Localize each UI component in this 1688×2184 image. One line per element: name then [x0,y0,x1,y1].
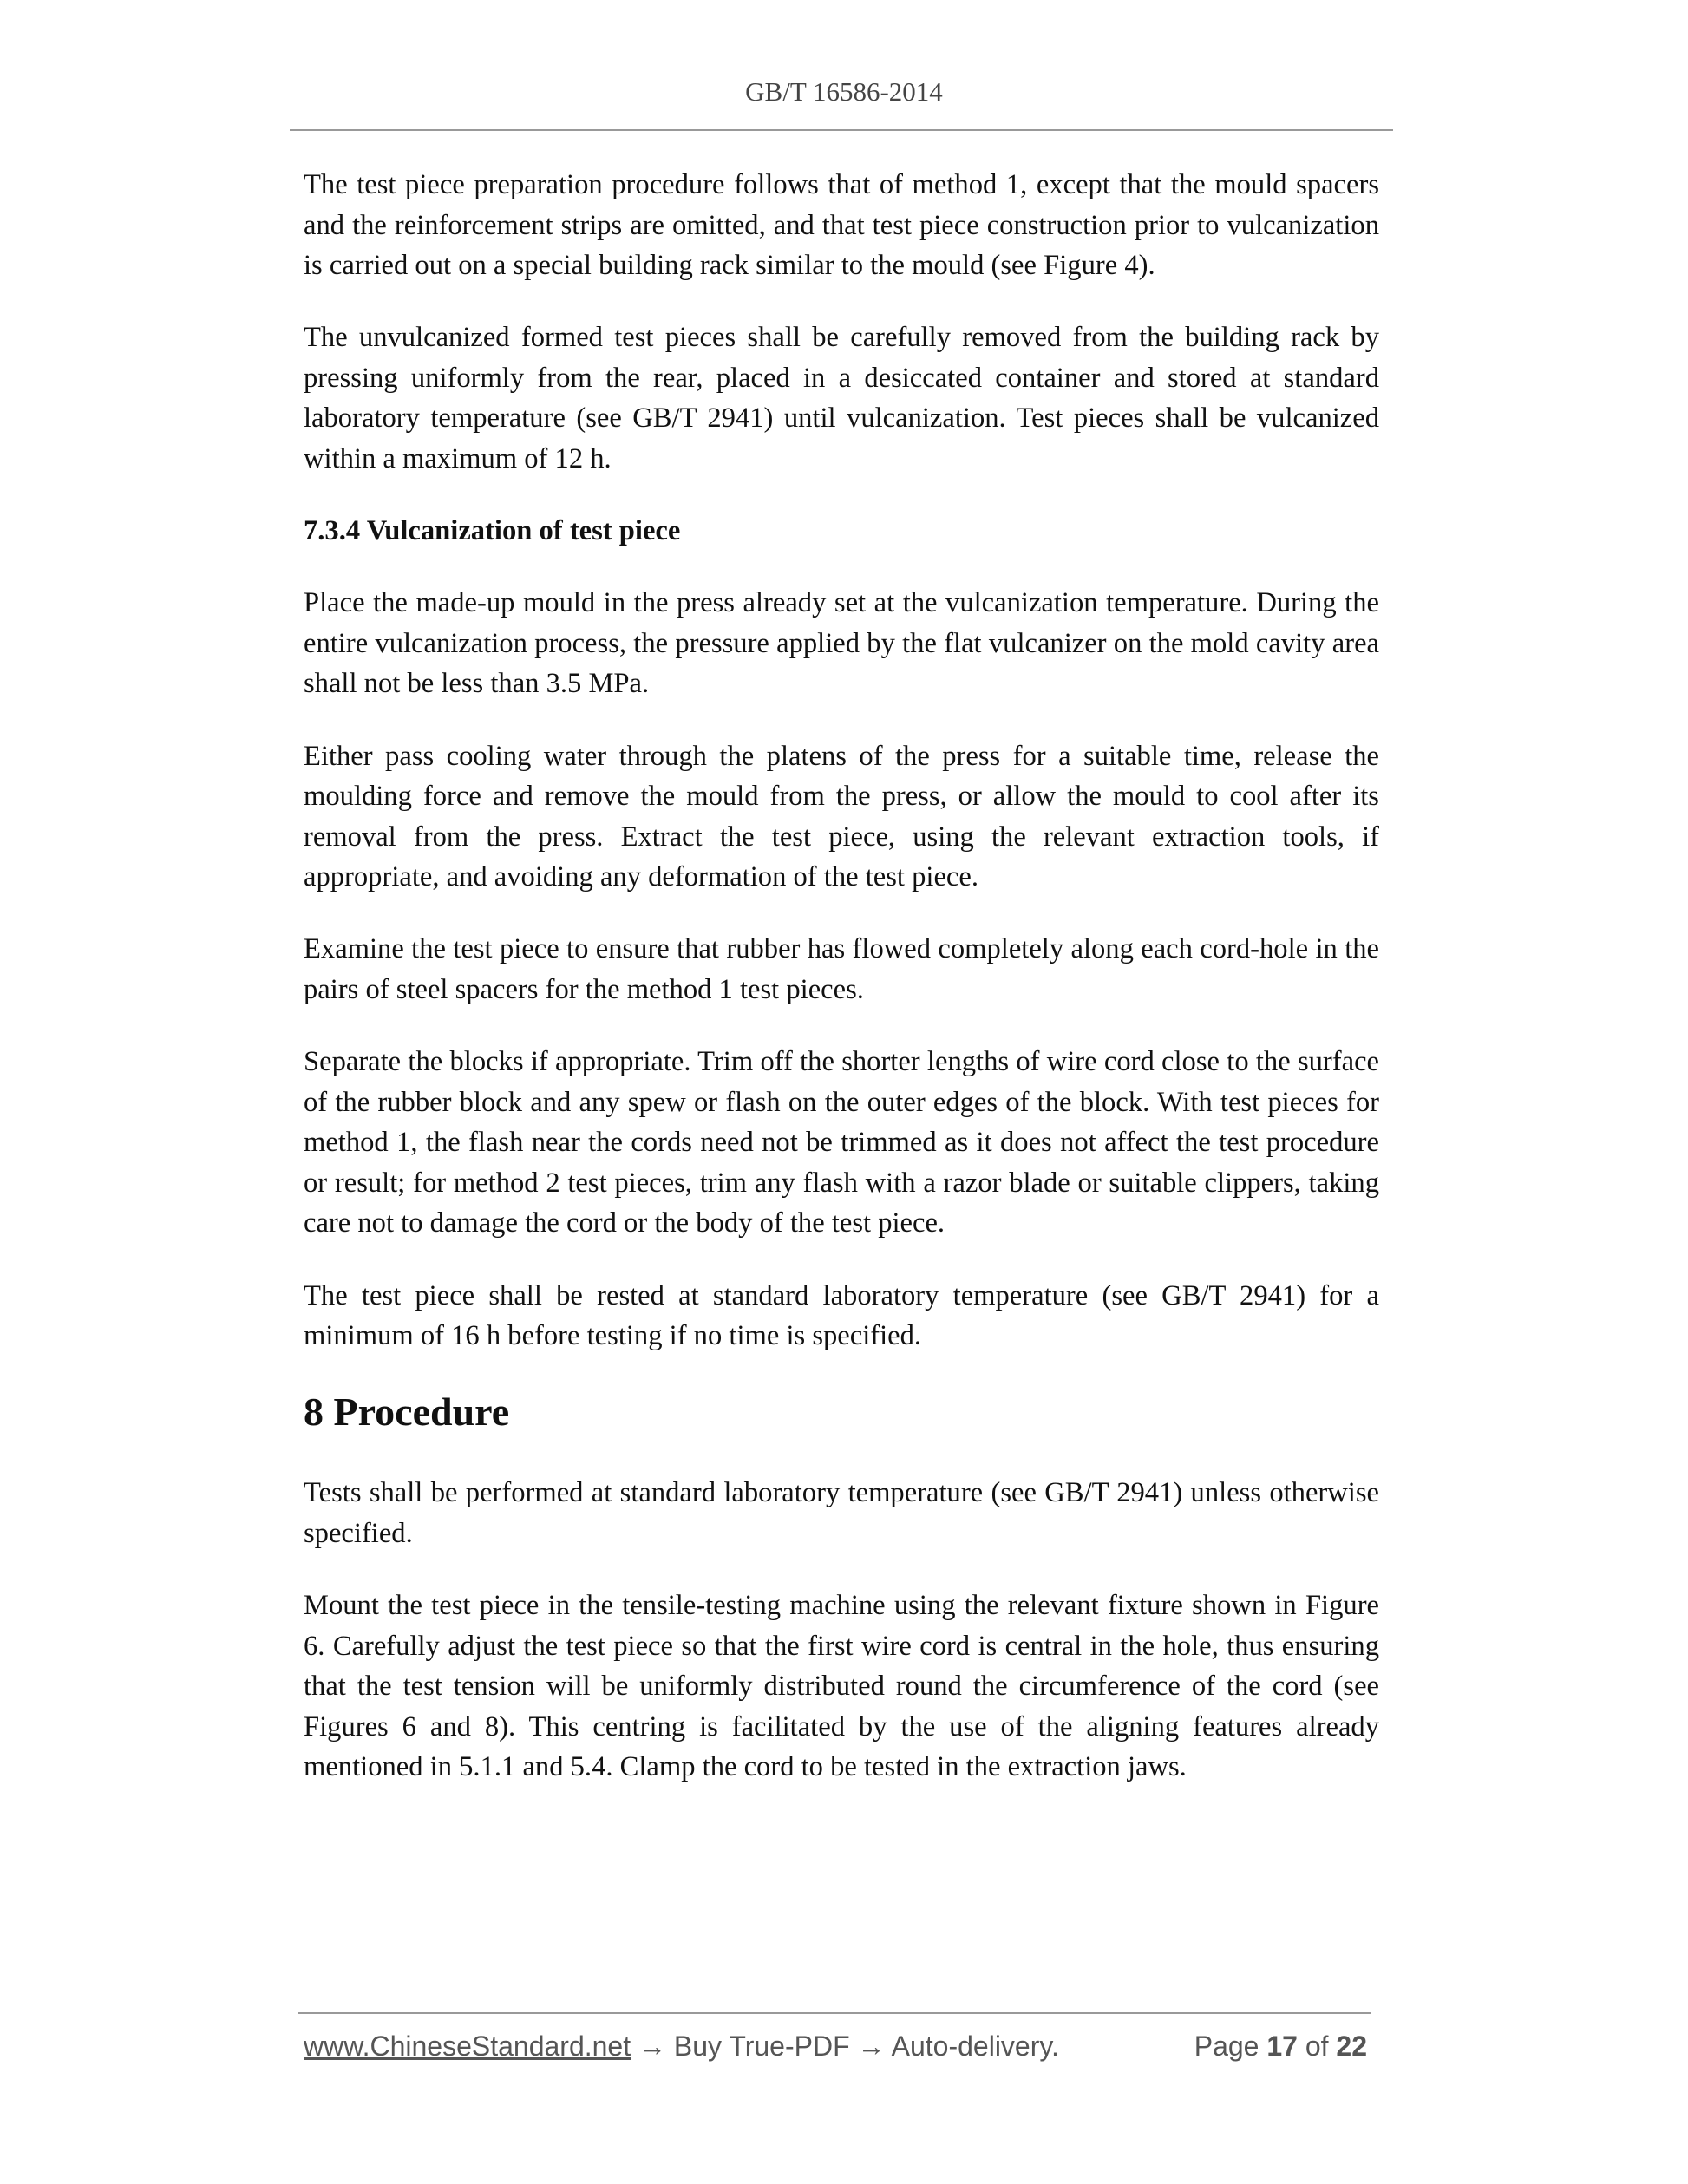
paragraph: Examine the test piece to ensure that rubber has flowed completely along each cord-hole in the pairs of steel spacers for the method 1 test pieces. [304,933,1379,1005]
total-pages: 22 [1336,2030,1367,2062]
document-header: GB/T 16586-2014 [745,76,943,107]
document-body [304,165,1379,1819]
footer-promo [304,2030,1059,2063]
paragraph: The unvulcanized formed test pieces shall be carefully removed from the building rack by pressing uniformly from the rear, placed in a desiccated container and stored at standard laboratory temperature (see GB/T 2941) until vulcanization. Test pieces shall be vulcanized within a maximum of 12 h. [304,322,1379,475]
page-number [1194,2030,1367,2063]
of-label: of [1297,2030,1337,2062]
paragraph: Place the made-up mould in the press already set at the vulcanization temperature. During the entire vulcanization process, the pressure applied by the flat vulcanizer on the mold cavity area shall not be less than 3.5 MPa. [304,587,1379,700]
promo-text: → Buy True-PDF → Auto-delivery. [631,2030,1059,2062]
section-heading-8: 8 Procedure [304,1390,510,1435]
footer-divider [298,2012,1371,2014]
paragraph: The test piece preparation procedure follows that of method 1, except that the mould spacers and the reinforcement strips are omitted, and that test piece construction prior to vulcanization is carried out on a special building rack similar to the mould (see Figure 4). [304,169,1379,282]
paragraph: Tests shall be performed at standard laboratory temperature (see GB/T 2941) unless otherwise specified. [304,1477,1379,1549]
paragraph: Separate the blocks if appropriate. Trim off the shorter lengths of wire cord close to the surface of the rubber block and any spew or flash on the outer edges of the block. With test pieces for method 1, the flash near the cords need not be trimmed as it does not affect the test procedure or result; for method 2 test pieces, trim any flash with a razor blade or suitable clippers, taking care not to damage the cord or the body of the test piece. [304,1046,1379,1239]
page-footer [304,2030,1367,2063]
section-heading-7-3-4: 7.3.4 Vulcanization of test piece [304,515,681,547]
page-label: Page [1194,2030,1267,2062]
current-page: 17 [1266,2030,1298,2062]
paragraph: Mount the test piece in the tensile-testing machine using the relevant fixture shown in Figure 6. Carefully adjust the test piece so that the first wire cord is central in the hole, thus ensuring that the test tension will be uniformly distributed round the circumference of the cord (see Figures 6 and 8). This centring is facilitated by the use of the aligning features already mentioned in 5.1.1 and 5.4. Clamp the cord to be tested in the extraction jaws. [304,1589,1379,1783]
paragraph: Either pass cooling water through the platens of the press for a suitable time, release the moulding force and remove the mould from the press, or allow the mould to cool after its removal from the press. Extract the test piece, using the relevant extraction tools, if appropriate, and avoiding any deformation of the test piece. [304,740,1379,893]
header-divider [290,129,1393,131]
website-link[interactable]: www.ChineseStandard.net [304,2030,631,2062]
paragraph: The test piece shall be rested at standard laboratory temperature (see GB/T 2941) for a minimum of 16 h before testing if no time is specified. [304,1279,1379,1352]
